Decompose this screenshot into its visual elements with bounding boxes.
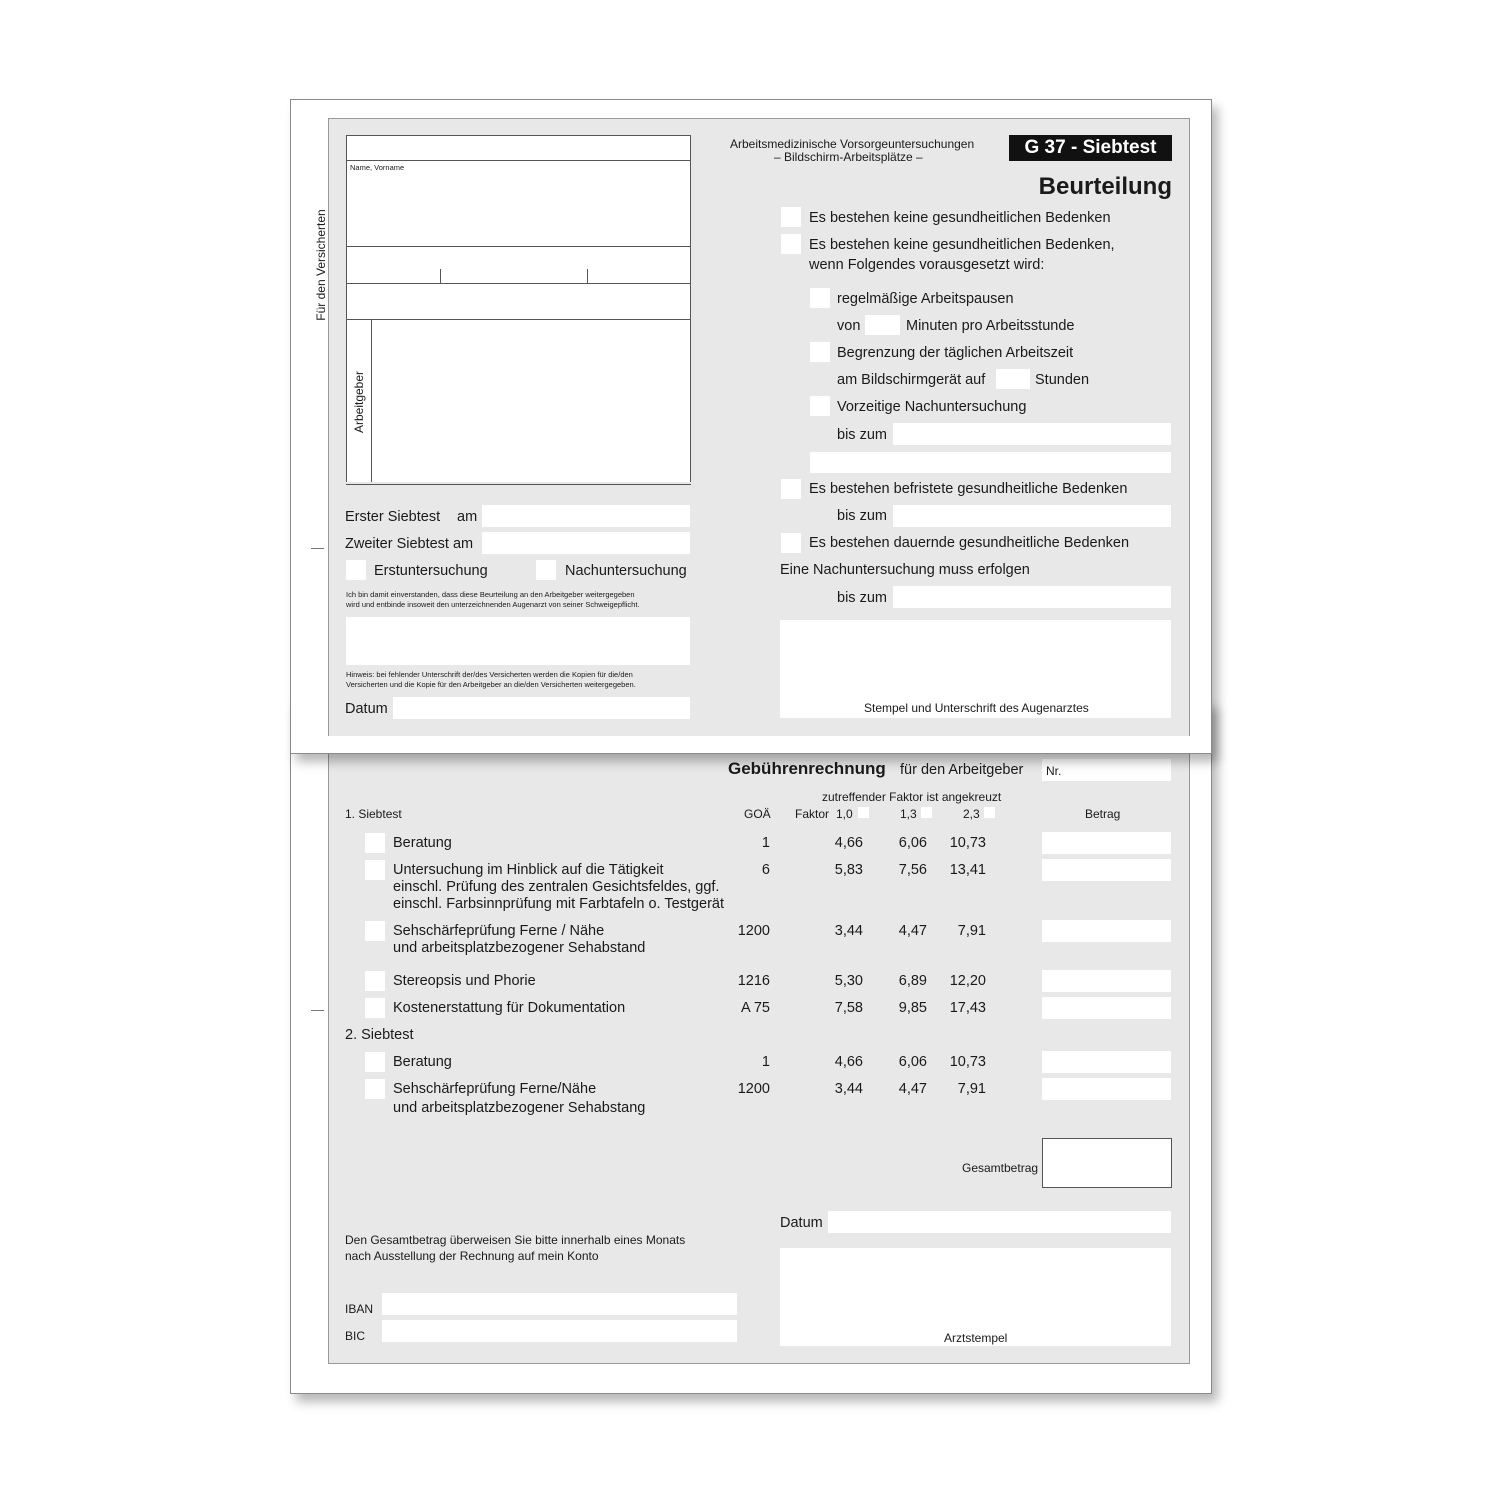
row-factor-1: 5,30 [834,973,863,989]
form-badge: G 37 - Siebtest [1009,135,1172,161]
fold-mark [311,1010,324,1011]
left-date-label: Datum [345,701,388,717]
header-line2: – Bildschirm-Arbeitsplätze – [774,150,923,164]
row-factor-1: 3,44 [834,1081,863,1097]
row-factor-2: 6,89 [898,973,927,989]
row-checkbox[interactable] [365,860,385,880]
row-amount-field[interactable] [1042,1078,1171,1100]
followup-exam-checkbox[interactable] [536,560,556,580]
row-goa: A 75 [740,1000,770,1016]
bic-label: BIC [345,1329,366,1343]
invoice-number-field[interactable] [1042,759,1171,781]
break-minutes-field[interactable] [865,315,900,335]
row-checkbox[interactable] [365,1052,385,1072]
row-factor-2: 9,85 [898,1000,927,1016]
row-label: Stereopsis und Phorie [393,973,536,989]
row-amount-field[interactable] [1042,859,1171,881]
header-line1: Arbeitsmedizinische Vorsorgeuntersuchungen [730,137,975,151]
row-goa: 1200 [737,1081,770,1097]
opt-temporary-checkbox[interactable] [781,479,801,499]
address-bottom-cover [346,482,691,484]
opt-conditional-label: wenn Folgendes vorausgesetzt wird: [809,257,1045,273]
row-amount-field[interactable] [1042,1051,1171,1073]
followup-until-label: bis zum [837,590,887,606]
early-reexam-label: Vorzeitige Nachuntersuchung [837,399,1027,415]
row-amount-field[interactable] [1042,920,1171,942]
address-block[interactable] [346,135,691,485]
factor-2-header: 1,3 [900,807,917,821]
factor-1-checkbox[interactable] [858,807,869,818]
factor-2-checkbox[interactable] [921,807,932,818]
invoice-number-label: Nr. [1046,764,1062,778]
field-tick [587,269,588,283]
side-label: Für den Versicherten [314,209,328,321]
row-label: Beratung [393,1054,452,1070]
payment-note-line1: Den Gesamtbetrag überweisen Sie bitte innerhalb eines Monats [345,1233,686,1247]
row-factor-3: 17,43 [949,1000,986,1016]
factor-note: zutreffender Faktor ist angekreuzt [822,790,1002,804]
payment-note-line2: nach Ausstellung der Rechnung auf mein Konto [345,1249,599,1263]
breaks-checkbox[interactable] [810,288,830,308]
signature-field[interactable] [346,617,690,665]
row-goa: 6 [761,862,770,878]
doctor-stamp-label: Arztstempel [944,1331,1008,1345]
name-label: Name, Vorname [350,163,405,172]
faktor-header: Faktor [795,807,830,821]
early-reexam-until-label: bis zum [837,427,887,443]
factor-1-header: 1,0 [836,807,853,821]
followup-required-label: Eine Nachuntersuchung muss erfolgen [780,562,1030,578]
row-factor-3: 13,41 [949,862,986,878]
address-divider [346,319,690,320]
consent-text: Ich bin damit einverstanden, dass diese Beurteilung an den Arbeitgeber weitergegeben [346,590,635,599]
opt-conditional-checkbox[interactable] [781,234,801,254]
worktime-limit-label: Begrenzung der täglichen Arbeitszeit [837,345,1074,361]
row-goa: 1200 [737,923,770,939]
temporary-until-label: bis zum [837,508,887,524]
address-divider [346,160,690,161]
betrag-header: Betrag [1085,807,1121,821]
address-divider [346,246,690,247]
row-checkbox[interactable] [365,998,385,1018]
section2-header: 2. Siebtest [345,1027,414,1043]
row-factor-3: 10,73 [949,1054,986,1070]
opt-no-concerns-checkbox[interactable] [781,207,801,227]
assessment-title: Beurteilung [1038,173,1172,200]
row-label: Sehschärfeprüfung Ferne / Nähe [393,923,605,939]
consent-text: wird und entbinde insoweit den unterzeichnenden Augenarzt von seiner Schweigepflicht. [346,600,640,609]
row-checkbox[interactable] [365,921,385,941]
row-amount-field[interactable] [1042,997,1171,1019]
factor-3-checkbox[interactable] [984,807,995,818]
signature-note: Versicherten und die Kopie für den Arbeitgeber an die/den Versicherten weitergegeben. [346,680,636,689]
fold-mark [311,548,324,549]
employer-divider [371,320,372,483]
row-factor-2: 6,06 [898,1054,927,1070]
invoice-date-label: Datum [780,1215,823,1231]
row-factor-3: 12,20 [949,973,986,989]
early-reexam-date-field[interactable] [893,423,1171,445]
row-amount-field[interactable] [1042,832,1171,854]
opt-temporary-label: Es bestehen befristete gesundheitliche Bedenken [809,481,1128,497]
goa-header: GOÄ [744,807,771,821]
first-test-date-field[interactable] [482,505,690,527]
worktime-hours-label: Stunden [1035,372,1090,388]
second-test-date-field[interactable] [482,532,690,554]
invoice-title-suffix: für den Arbeitgeber [900,762,1024,778]
row-label: einschl. Prüfung des zentralen Gesichtsfeldes, ggf. [393,879,720,895]
section1-header: 1. Siebtest [345,807,402,821]
signature-note: Hinweis: bei fehlender Unterschrift der/des Versicherten werden die Kopien für die/den [346,670,633,679]
row-factor-3: 10,73 [949,835,986,851]
iban-field[interactable] [382,1293,737,1315]
breaks-von-label: von [837,318,861,334]
iban-label: IBAN [345,1302,374,1316]
factor-3-header: 2,3 [963,807,980,821]
field-tick [440,269,441,283]
extra-condition-field[interactable] [810,452,1171,473]
temporary-until-field[interactable] [893,505,1171,527]
opt-permanent-label: Es bestehen dauernde gesundheitliche Bedenken [809,535,1130,551]
row-label: und arbeitsplatzbezogener Sehabstang [393,1100,646,1116]
row-goa: 1216 [737,973,770,989]
row-label: Untersuchung im Hinblick auf die Tätigkeit [393,862,664,878]
row-factor-2: 4,47 [898,1081,927,1097]
opt-permanent-checkbox[interactable] [781,533,801,553]
worktime-am-label: am Bildschirmgerät auf [837,372,986,388]
initial-exam-checkbox[interactable] [346,560,366,580]
ophthalmologist-stamp-label: Stempel und Unterschrift des Augenarztes [864,701,1089,715]
row-factor-2: 6,06 [898,835,927,851]
invoice-title: Gebührenrechnung [728,759,886,778]
row-factor-3: 7,91 [957,923,986,939]
total-field[interactable] [1042,1138,1172,1188]
followup-exam-label: Nachuntersuchung [565,563,687,579]
row-factor-2: 4,47 [898,923,927,939]
row-factor-1: 4,66 [834,835,863,851]
worktime-hours-field[interactable] [996,369,1030,389]
row-amount-field[interactable] [1042,970,1171,992]
row-label: einschl. Farbsinnprüfung mit Farbtafeln o. Testgerät [393,896,724,912]
followup-until-field[interactable] [893,586,1171,608]
row-factor-1: 5,83 [834,862,863,878]
row-checkbox[interactable] [365,971,385,991]
second-test-label: Zweiter Siebtest am [345,536,474,552]
breaks-minutes-label: Minuten pro Arbeitsstunde [906,318,1075,334]
breaks-label: regelmäßige Arbeitspausen [837,291,1014,307]
initial-exam-label: Erstuntersuchung [374,563,488,579]
row-factor-1: 7,58 [834,1000,863,1016]
row-checkbox[interactable] [365,833,385,853]
opt-no-concerns-label: Es bestehen keine gesundheitlichen Bedenken [809,210,1111,226]
row-factor-3: 7,91 [957,1081,986,1097]
row-goa: 1 [761,1054,770,1070]
row-checkbox[interactable] [365,1079,385,1099]
row-goa: 1 [761,835,770,851]
row-factor-1: 3,44 [834,923,863,939]
total-label: Gesamtbetrag [962,1161,1039,1175]
row-label: Sehschärfeprüfung Ferne/Nähe [393,1081,597,1097]
row-label: Kostenerstattung für Dokumentation [393,1000,626,1016]
address-divider [346,283,690,284]
first-test-label: Erster Siebtest [345,509,441,525]
worktime-limit-checkbox[interactable] [810,342,830,362]
employer-label: Arbeitgeber [352,370,366,434]
row-label: und arbeitsplatzbezogener Sehabstand [393,940,646,956]
early-reexam-checkbox[interactable] [810,396,830,416]
row-factor-1: 4,66 [834,1054,863,1070]
bic-field[interactable] [382,1320,737,1342]
row-label: Beratung [393,835,452,851]
left-date-field[interactable] [393,697,690,719]
opt-conditional-label: Es bestehen keine gesundheitlichen Bedenken, [809,237,1115,253]
row-factor-2: 7,56 [898,862,927,878]
invoice-date-field[interactable] [828,1211,1171,1233]
first-test-am: am [457,509,478,525]
